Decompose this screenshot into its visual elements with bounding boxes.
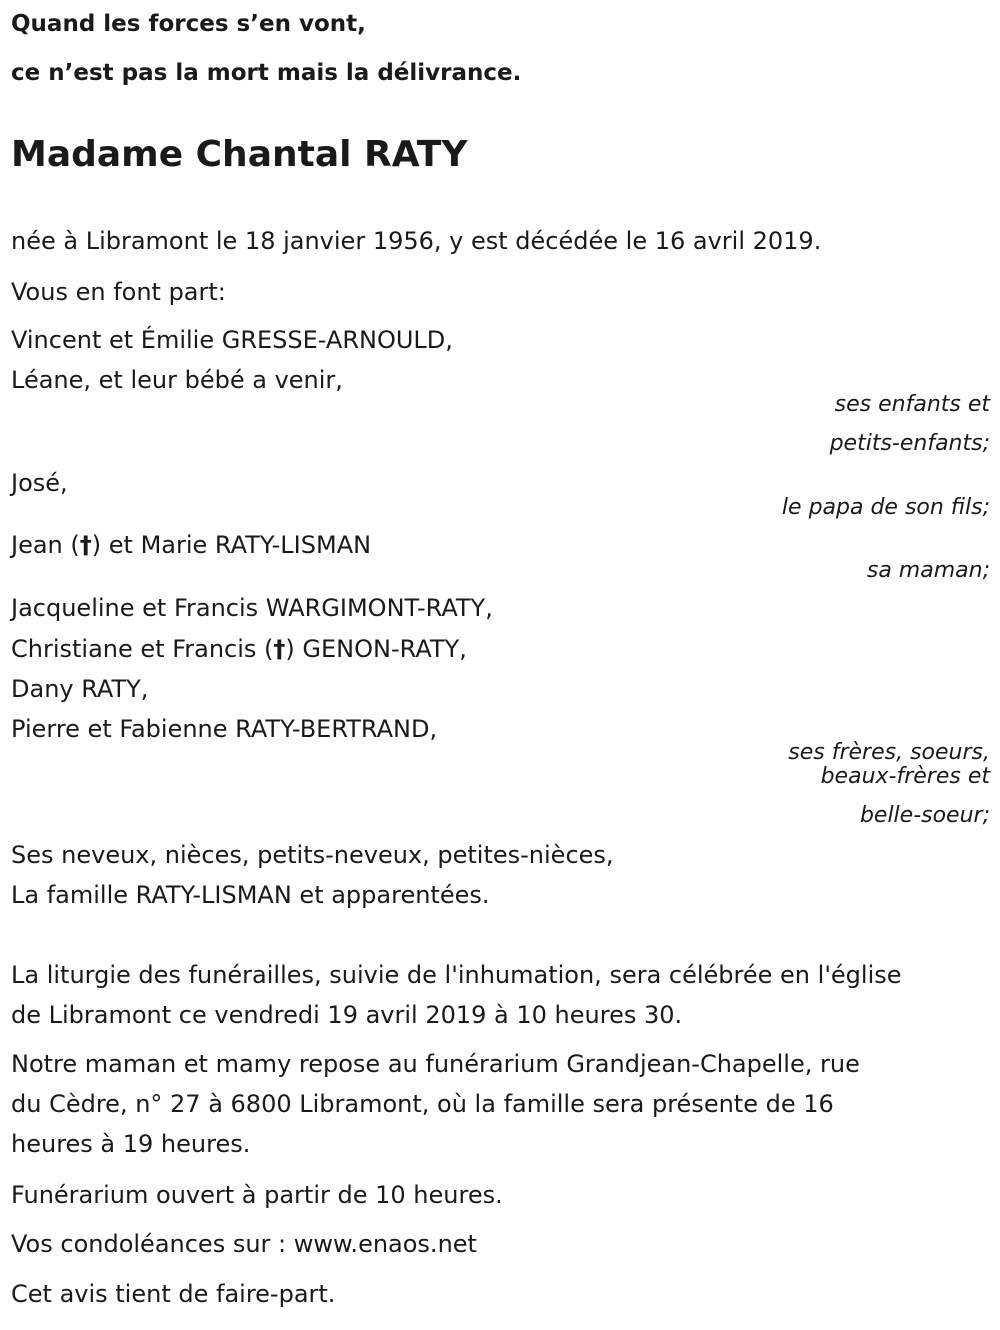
sibling-line-2-after: ) GENON-RATY, xyxy=(285,635,467,663)
epigraph-line-1: Quand les forces s’en vont, xyxy=(11,11,366,37)
children-relation-2: petits-enfants; xyxy=(829,431,990,456)
extended-family-1: Ses neveux, nièces, petits-neveux, petites-nièces, xyxy=(11,841,614,869)
intro-line: Vous en font part: xyxy=(11,278,226,306)
mother-names-before: Jean ( xyxy=(11,531,80,559)
partner-name: José, xyxy=(11,469,68,497)
sibling-line-4: Pierre et Fabienne RATY-BERTRAND, xyxy=(11,715,438,743)
mother-names-after: ) et Marie RATY-LISMAN xyxy=(91,531,372,559)
siblings-relation-3: belle-soeur; xyxy=(859,803,990,828)
opening-hours: Funérarium ouvert à partir de 10 heures. xyxy=(11,1181,503,1209)
siblings-relation-2: beaux-frères et xyxy=(820,764,990,789)
ceremony-line-2: de Libramont ce vendredi 19 avril 2019 à 10 heures 30. xyxy=(11,1001,683,1029)
epigraph-line-2: ce n’est pas la mort mais la délivrance. xyxy=(11,60,522,86)
sibling-line-3: Dany RATY, xyxy=(11,675,149,703)
partner-relation: le papa de son fils; xyxy=(781,495,990,520)
ceremony-line-1: La liturgie des funérailles, suivie de l'inhumation, sera célébrée en l'église xyxy=(11,961,902,989)
rest-line-1: Notre maman et mamy repose au funérarium Grandjean-Chapelle, rue xyxy=(11,1050,860,1078)
children-names-1: Vincent et Émilie GRESSE-ARNOULD, xyxy=(11,326,453,354)
rest-line-2: du Cèdre, n° 27 à 6800 Libramont, où la famille sera présente de 16 xyxy=(11,1090,834,1118)
siblings-relation-1: ses frères, soeurs, xyxy=(788,740,990,765)
cross-icon: † xyxy=(79,531,92,559)
children-relation-1: ses enfants et xyxy=(834,392,990,417)
condolences-line: Vos condoléances sur : www.enaos.net xyxy=(11,1230,477,1258)
birth-death-line: née à Libramont le 18 janvier 1956, y est décédée le 16 avril 2019. xyxy=(11,227,822,255)
mother-names xyxy=(11,531,371,559)
sibling-line-2 xyxy=(11,635,467,663)
deceased-name: Madame Chantal RATY xyxy=(11,134,468,175)
extended-family-2: La famille RATY-LISMAN et apparentées. xyxy=(11,881,490,909)
mother-relation: sa maman; xyxy=(866,558,990,583)
rest-line-3: heures à 19 heures. xyxy=(11,1130,251,1158)
cross-icon: † xyxy=(273,635,286,663)
sibling-line-1: Jacqueline et Francis WARGIMONT-RATY, xyxy=(11,594,493,622)
notice-line: Cet avis tient de faire-part. xyxy=(11,1280,336,1308)
children-names-2: Léane, et leur bébé a venir, xyxy=(11,366,343,394)
sibling-line-2-before: Christiane et Francis ( xyxy=(11,635,274,663)
